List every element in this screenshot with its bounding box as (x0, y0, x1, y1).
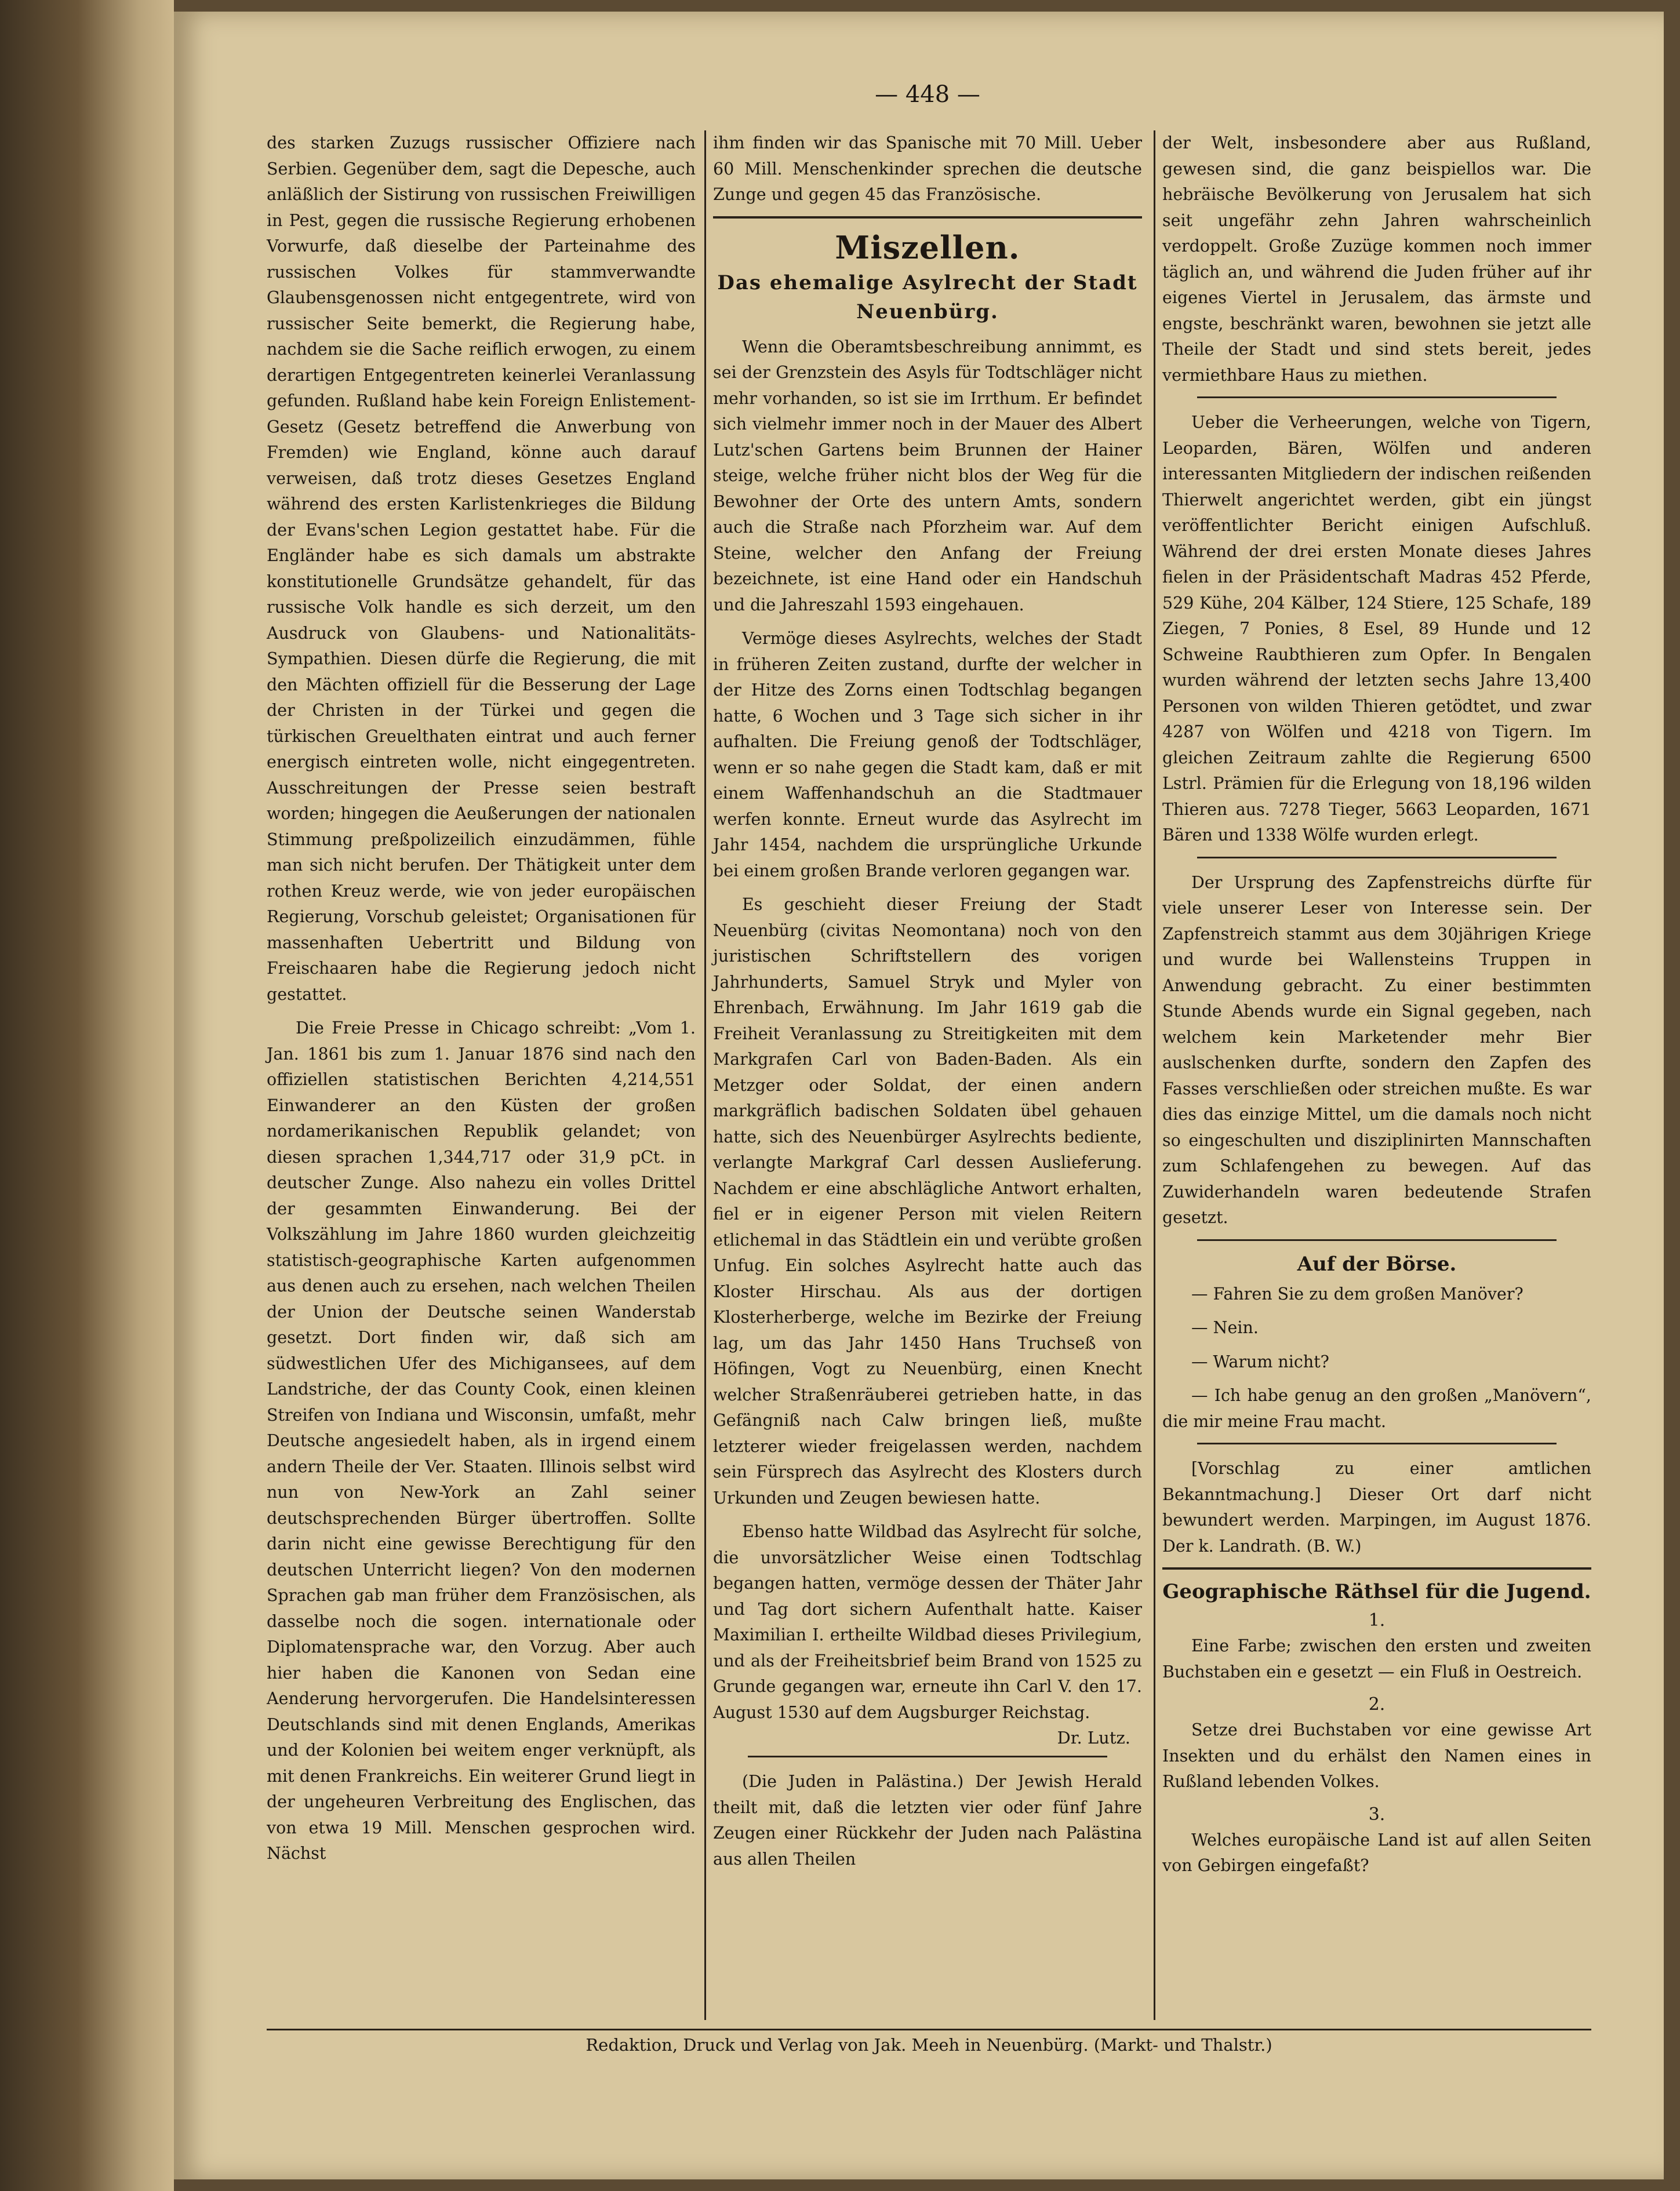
borse-line-1: — Fahren Sie zu dem großen Manöver? (1191, 1284, 1523, 1304)
borse-line-3: — Warum nicht? (1191, 1352, 1329, 1371)
riddle-1-text: Eine Farbe; zwischen den ersten und zweiten Buchstaben ein e gesetzt — ein Fluß in Oestreich. (1162, 1636, 1591, 1682)
zapfenstreich-article-text: Der Ursprung des Zapfenstreichs dürfte für viele unserer Leser von Interesse sein. Der Zapfenstreich stammt aus dem 30jährigen Kriege und wurde bei Wallensteins Truppen in Anwendung gebracht. Zu einer bestimmten Stunde Abends wurde ein Signal gegeben, nach welchem kein Marketender mehr Bier auslschenken durfte, sondern den Zapfen des Fasses verschließen oder streichen mußte. Es war dies das einzige Mittel, um die damals noch nicht so eingeschulten und disziplinirten Mannschaften zum Schlafengehen zu bewegen. Auf das Zuwiderhandeln waren bedeutende Strafen gesetzt. (1162, 872, 1591, 1227)
section-divider (713, 216, 1142, 219)
asylrecht-paragraph-4: Ebenso hatte Wildbad das Asylrecht für solche, die unvorsätzlicher Weise einen Todtschlag begangen hatten, vermöge dessen der Thäter Jahr und Tag dort sichern Aufenthalt hatte. Kaiser Maximilian I. ertheilte Wildbad dieses Privilegium, und als der Freiheitsbrief beim Brand von 1525 zu Grunde gegangen war, erneute ihn Carl V. den 17. August 1530 auf dem Augsburger Reichstag. (713, 1522, 1142, 1722)
riddle-2-text: Setze drei Buchstaben vor eine gewisse Art Insekten und du erhälst den Namen eines in Rußland lebenden Volkes. (1162, 1720, 1591, 1791)
article-divider (1197, 396, 1557, 398)
riddle-number-1: 1. (1368, 1610, 1386, 1630)
article-divider (1197, 1443, 1557, 1444)
article-divider (1197, 857, 1557, 858)
book-binding-edge (0, 0, 174, 2191)
borse-line-2: — Nein. (1191, 1318, 1259, 1337)
languages-continuation-text: ihm finden wir das Spanische mit 70 Mill. Ueber 60 Mill. Menschenkinder sprechen die deutsche Zunge und gegen 45 das Französische. (713, 133, 1142, 204)
borse-heading: Auf der Börse. (1297, 1252, 1457, 1276)
article-divider (748, 1756, 1107, 1757)
miszellen-heading: Miszellen. (835, 228, 1020, 266)
asylrecht-paragraph-3: Es geschieht dieser Freiung der Stadt Neuenbürg (civitas Neomontana) noch von den juristischen Schriftstellern des vorigen Jahrhunderts, Samuel Stryk und Myler von Ehrenbach, Erwähnung. Im Jahr 1619 gab die Freiheit Veranlassung zu Streitigkeiten mit dem Markgrafen Carl von Baden-Baden. Als ein Metzger oder Soldat, der einen andern markgräflich badischen Soldaten übel gehauen hatte, sich des Neuenbürger Asylrechts bediente, verlangte Markgraf Carl dessen Auslieferung. Nachdem er eine abschlägliche Antwort erhalten, fiel er in eigener Person mit vielen Reitern etlichemal in das Städtlein ein und verübte großen Unfug. Ein solches Asylrecht hatte auch das Kloster Hirschau. Als aus der dortigen Klosterherberge, welche im Bezirke der Freiung lag, um das Jahr 1450 Hans Truchseß von Höfingen, Vogt zu Neuenbürg, einen Knecht welcher Straßenräuberei getrieben hatte, in das Gefängniß nach Calw bringen ließ, mußte letzterer wieder freigelassen werden, nachdem sein Fürsprech das Asylrecht des Klosters durch Urkunden und Zeugen bewiesen hatte. (713, 895, 1142, 1508)
imprint-footer: Redaktion, Druck und Verlag von Jak. Meeh in Neuenbürg. (Markt- und Thalstr.) (267, 2029, 1591, 2055)
column-3 (1162, 130, 1591, 1887)
column-rule-1 (704, 130, 706, 2020)
column-2 (713, 130, 1142, 1880)
article-divider (1197, 1239, 1557, 1241)
author-signature: Dr. Lutz. (1057, 1728, 1130, 1748)
column-rule-2 (1154, 130, 1155, 2020)
page-number: — 448 — (875, 81, 980, 108)
section-divider (1162, 1567, 1591, 1570)
russia-article-text: des starken Zuzugs russischer Offiziere nach Serbien. Gegenüber dem, sagt die Depesche, auch anläßlich der Sistirung von russischen Freiwilligen in Pest, gegen die russische Regierung erhobenen Vorwurfe, daß dieselbe der Parteinahme des russischen Volkes für stammverwandte Glaubensgenossen nicht entgegentrete, wird von russischer Seite bemerkt, die Regierung habe, nachdem sie die Sache reiflich erwogen, zu einem derartigen Entgegentreten keinerlei Veranlassung gefunden. Rußland habe kein Foreign Enlistement-Gesetz (Gesetz betreffend die Anwerbung von Fremden) wie England, könne auch darauf verweisen, daß trotz dieses Gesetzes England während des ersten Karlistenkrieges die Bildung der Evans'schen Legion gestattet habe. Für die Engländer habe es sich damals um abstrakte konstitutionelle Grundsätze gehandelt, für das russische Volk handle es sich derzeit, um den Ausdruck von Glaubens- und Nationalitäts-Sympathien. Diesen dürfe die Regierung, die mit den Mächten offiziell für die Besserung der Lage der Christen in der Türkei und gegen die türkischen Greuelthaten eintrat und auch ferner energisch eintreten wolle, nicht eingegentreten. Ausschreitungen der Presse seien bestraft worden; hingegen die Aeußerungen der nationalen Stimmung preßpolizeilich einzudämmen, fühle man sich nicht berufen. Der Thätigkeit unter dem rothen Kreuz werde, wie von jeder europäischen Regierung, Vorschub geleistet; Organisationen für massenhaften Uebertritt und Bildung von Freischaaren habe die Regierung jedoch nicht gestattet. (267, 133, 696, 1004)
jerusalem-continuation-text: der Welt, insbesondere aber aus Rußland, gewesen sind, die ganz beispiellos war. Die hebräische Bevölkerung von Jerusalem hat sich seit ungefähr zehn Jahren wahrscheinlich verdoppelt. Große Zuzüge kommen noch immer täglich an, und während die Juden früher auf ihr eigenes Viertel in Jerusalem, das ärmste und engste, beschränkt waren, bewohnen sie jetzt alle Theile der Stadt und sind stets bereit, jedes vermiethbare Haus zu miethen. (1162, 133, 1591, 385)
asylrecht-paragraph-2: Vermöge dieses Asylrechts, welches der Stadt in früheren Zeiten zustand, durfte der welcher in der Hitze des Zorns einen Todtschlag begangen hatte, 6 Wochen und 3 Tage sich sicher in ihr aufhalten. Die Freiung genoß der Todtschläger, wenn er so nahe gegen die Stadt kam, daß er mit einem Waffenhandschuh an die Stadtmauer werfen konnte. Erneut wurde das Asylrecht im Jahr 1454, nachdem die ursprüngliche Urkunde bei einem großen Brande verloren gegangen war. (713, 629, 1142, 880)
asylrecht-paragraph-1: Wenn die Oberamtsbeschreibung annimmt, es sei der Grenzstein des Asyls für Todtschläger nicht mehr vorhanden, so ist sie im Irrthum. Er befindet sich vielmehr immer noch in der Mauer des Albert Lutz'schen Gartens beim Brunnen der Hainer steige, welche früher nicht blos der Weg für die Bewohner der Orte des untern Amts, sondern auch die Straße nach Pforzheim war. Auf dem Steine, welcher den Anfang der Freiung bezeichnete, ist eine Hand oder ein Handschuh und die Jahreszahl 1593 eingehauen. (713, 337, 1142, 614)
asylrecht-heading: Das ehemalige Asylrecht der Stadt Neuenbürg. (717, 271, 1138, 323)
wild-animals-article-text: Ueber die Verheerungen, welche von Tigern, Leoparden, Bären, Wölfen und anderen interessanten Mitgliedern der indischen reißenden Thierwelt angerichtet werden, gibt ein jüngst veröffentlichter Bericht einigen Aufschluß. Während der drei ersten Monate dieses Jahres fielen in der Präsidentschaft Madras 452 Pferde, 529 Kühe, 204 Kälber, 124 Stiere, 125 Schafe, 189 Ziegen, 7 Ponies, 8 Esel, 89 Hunde und 12 Schweine Raubthieren zum Opfer. In Bengalen wurden während der letzten sechs Jahre 13,400 Personen von wilden Thieren getödtet, und zwar 4287 von Wölfen und 4218 von Tigern. Im gleichen Zeitraum zahlte die Regierung 6500 Lstrl. Prämien für die Erlegung von 18,196 wilden Thieren aus. 7278 Tieger, 5663 Leoparden, 1671 Bären und 1338 Wölfe wurden erlegt. (1162, 413, 1591, 845)
column-1 (267, 130, 696, 1875)
chicago-article-text: Die Freie Presse in Chicago schreibt: „Vom 1. Jan. 1861 bis zum 1. Januar 1876 sind nach den offiziellen statistischen Berichten 4,214,551 Einwanderer an den Küsten der großen nordamerikanischen Republik gelandet; von diesen sprachen 1,344,717 oder 31,9 pCt. in deutscher Zunge. Also nahezu ein volles Drittel der gesammten Einwanderung. Bei der Volkszählung im Jahre 1860 wurden gleichzeitig statistisch-geographische Karten aufgenommen aus denen auch zu ersehen, nach welchen Theilen der Union der Deutsche seinen Wanderstab gesetzt. Dort finden wir, daß sich am südwestlichen Ufer des Michigansees, auf dem Landstriche, der das County Cook, einen kleinen Streifen von Indiana und Wisconsin, umfaßt, mehr Deutsche angesiedelt haben, als in irgend einem andern Theile der Ver. Staaten. Illinois selbst wird nun von New-York an Zahl seiner deutschsprechenden Bürger übertroffen. Sollte darin nicht eine gewisse Berechtigung für den deutschen Unterricht liegen? Von den modernen Sprachen gab man früher dem Französischen, als dasselbe noch die sogen. internationale oder Diplomatensprache war, den Vorzug. Aber auch hier haben die Kanonen von Sedan eine Aenderung hervorgerufen. Die Handelsinteressen Deutschlands sind mit denen Englands, Amerikas und der Kolonien bei weitem enger verknüpft, als mit denen Frankreichs. Ein weiterer Grund liegt in der ungeheuren Verbreitung des Englischen, das von etwa 19 Mill. Menschen gesprochen wird. Nächst (267, 1018, 696, 1863)
borse-line-4: — Ich habe genug an den großen „Manövern“, die mir meine Frau macht. (1162, 1386, 1591, 1431)
riddle-3-text: Welches europäische Land ist auf allen Seiten von Gebirgen eingefaßt? (1162, 1830, 1591, 1875)
riddles-heading: Geographische Räthsel für die Jugend. (1162, 1580, 1591, 1603)
riddle-number-3: 3. (1368, 1804, 1386, 1825)
riddle-number-2: 2. (1368, 1694, 1386, 1715)
bekanntmachung-text: [Vorschlag zu einer amtlichen Bekanntmachung.] Dieser Ort darf nicht bewundert werden. Marpingen, im August 1876. Der k. Landrath. (B. W.) (1162, 1459, 1591, 1556)
juden-palaestina-text: (Die Juden in Palästina.) Der Jewish Herald theilt mit, daß die letzten vier oder fünf Jahre Zeugen einer Rückkehr der Juden nach Palästina aus allen Theilen (713, 1772, 1142, 1869)
